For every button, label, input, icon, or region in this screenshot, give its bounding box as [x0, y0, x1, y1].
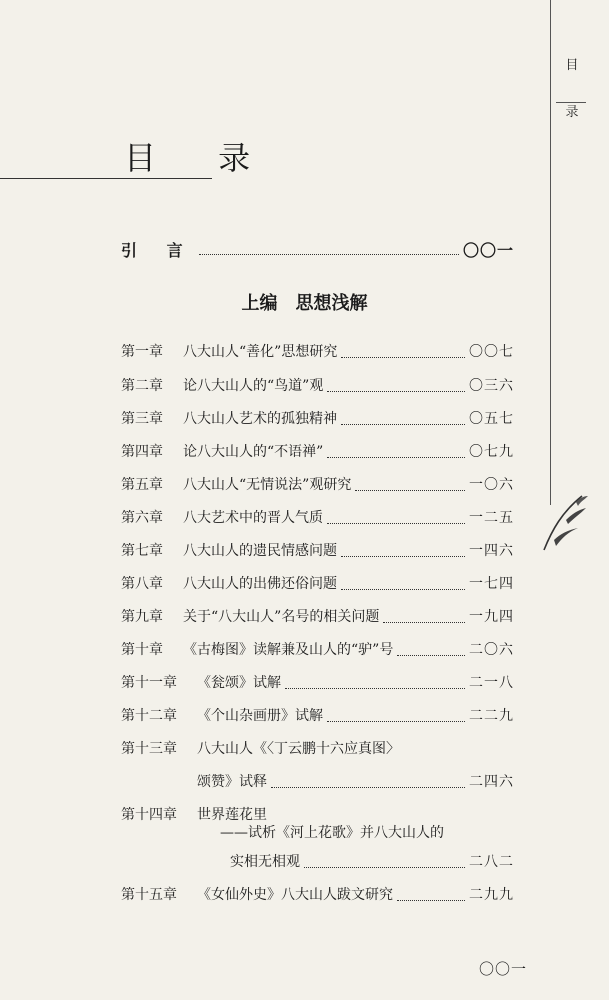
chapter-page: 二九九 [469, 887, 514, 903]
chapter-page: 一九四 [469, 609, 514, 625]
toc-entry[interactable] [121, 540, 514, 562]
title-underline [0, 178, 212, 179]
leader-dots [285, 678, 465, 689]
leader-dots [327, 447, 465, 458]
chapter-number: 第一章 [121, 344, 163, 360]
chapter-subtitle-continued: 实相无相观 [230, 854, 300, 870]
chapter-number: 第十一章 [121, 675, 177, 691]
leader-dots [397, 645, 465, 656]
toc-entry[interactable] [121, 441, 514, 463]
chapter-number: 第二章 [121, 378, 163, 394]
chapter-page: 一〇六 [469, 477, 514, 493]
toc-entry-continuation[interactable] [230, 851, 514, 873]
running-head-char: 录 [565, 105, 579, 120]
chapter-number: 第十五章 [121, 887, 177, 903]
chapter-title: 《瓮颂》试解 [197, 675, 281, 691]
chapter-page: 〇〇七 [469, 344, 514, 360]
running-head [562, 56, 582, 122]
chapter-page: 〇七九 [469, 444, 514, 460]
chapter-number: 第六章 [121, 510, 163, 526]
page-number: 〇〇一 [479, 960, 528, 978]
chapter-number: 第三章 [121, 411, 163, 427]
leader-dots [341, 414, 465, 425]
chapter-title: 八大艺术中的晋人气质 [183, 510, 323, 526]
leader-dots [397, 890, 465, 901]
toc-entry-continuation[interactable] [197, 771, 514, 793]
chapter-page: 一二五 [469, 510, 514, 526]
toc-entry[interactable] [121, 341, 514, 363]
section-heading [0, 289, 609, 315]
toc-entry[interactable] [121, 884, 514, 906]
leader-dots [341, 579, 465, 590]
toc-entry[interactable] [121, 474, 514, 496]
orchid-leaf-icon [538, 490, 592, 554]
chapter-subtitle: ——试析《河上花歌》并八大山人的 [220, 825, 444, 841]
chapter-title: 《女仙外史》八大山人跋文研究 [197, 887, 393, 903]
chapter-number: 第九章 [121, 609, 163, 625]
chapter-title: 八大山人的遗民情感问题 [183, 543, 337, 559]
chapter-page: 一四六 [469, 543, 514, 559]
leader-dots [271, 777, 465, 788]
chapter-page: 一七四 [469, 576, 514, 592]
leader-dots [304, 857, 465, 868]
chapter-title: 关于“八大山人”名号的相关问题 [183, 609, 380, 625]
leader-dots [327, 381, 465, 392]
chapter-number: 第八章 [121, 576, 163, 592]
leader-dots [327, 513, 465, 524]
chapter-number: 第四章 [121, 444, 163, 460]
toc-entry[interactable] [121, 375, 514, 397]
chapter-number: 第十二章 [121, 708, 177, 724]
chapter-title: 《个山杂画册》试解 [197, 708, 323, 724]
chapter-title: 八大山人《〈丁云鹏十六应真图〉 [197, 741, 400, 757]
toc-entry-intro[interactable] [121, 238, 514, 260]
toc-entry-label: 引 言 [121, 241, 195, 260]
chapter-number: 第十章 [121, 642, 163, 658]
chapter-title: 八大山人艺术的孤独精神 [183, 411, 337, 427]
margin-rule [550, 0, 551, 505]
chapter-title: 《古梅图》读解兼及山人的“驴”号 [183, 642, 394, 658]
toc-entry[interactable] [121, 573, 514, 595]
toc-entry[interactable] [121, 507, 514, 529]
chapter-number: 第十三章 [121, 741, 177, 757]
chapter-page: 〇三六 [469, 378, 514, 394]
page-title: 目 录 [124, 139, 277, 177]
leader-dots [341, 546, 465, 557]
toc-entry[interactable] [121, 408, 514, 430]
chapter-page: 二〇六 [469, 642, 514, 658]
toc-entry[interactable] [121, 672, 514, 694]
chapter-number: 第七章 [121, 543, 163, 559]
chapter-number: 第五章 [121, 477, 163, 493]
toc-entry-page: 〇〇一 [462, 241, 514, 260]
chapter-title: 八大山人“善化”思想研究 [183, 344, 338, 360]
chapter-page: 二二九 [469, 708, 514, 724]
leader-dots [341, 347, 465, 358]
running-head-char: 目 [565, 58, 579, 73]
section-name: 思想浅解 [295, 293, 368, 314]
chapter-page: 二八二 [469, 854, 514, 870]
toc-entry[interactable] [121, 639, 514, 661]
leader-dots [355, 480, 465, 491]
chapter-title-continued: 颂赞》试释 [197, 774, 267, 790]
chapter-title: 论八大山人的“不语禅” [183, 444, 324, 460]
running-head-separator [556, 102, 586, 103]
chapter-title: 论八大山人的“鸟道”观 [183, 378, 324, 394]
chapter-page: 二四六 [469, 774, 514, 790]
chapter-page: 二一八 [469, 675, 514, 691]
chapter-title: 八大山人的出佛还俗问题 [183, 576, 337, 592]
chapter-title: 世界莲花里 [197, 807, 267, 823]
leader-dots [199, 244, 459, 255]
chapter-number: 第十四章 [121, 807, 177, 823]
chapter-page: 〇五七 [469, 411, 514, 427]
toc-entry[interactable] [121, 705, 514, 727]
leader-dots [383, 612, 465, 623]
section-part: 上编 [241, 293, 278, 314]
chapter-title: 八大山人“无情说法”观研究 [183, 477, 352, 493]
leader-dots [327, 711, 465, 722]
toc-entry[interactable] [121, 738, 514, 760]
toc-entry[interactable] [121, 606, 514, 628]
